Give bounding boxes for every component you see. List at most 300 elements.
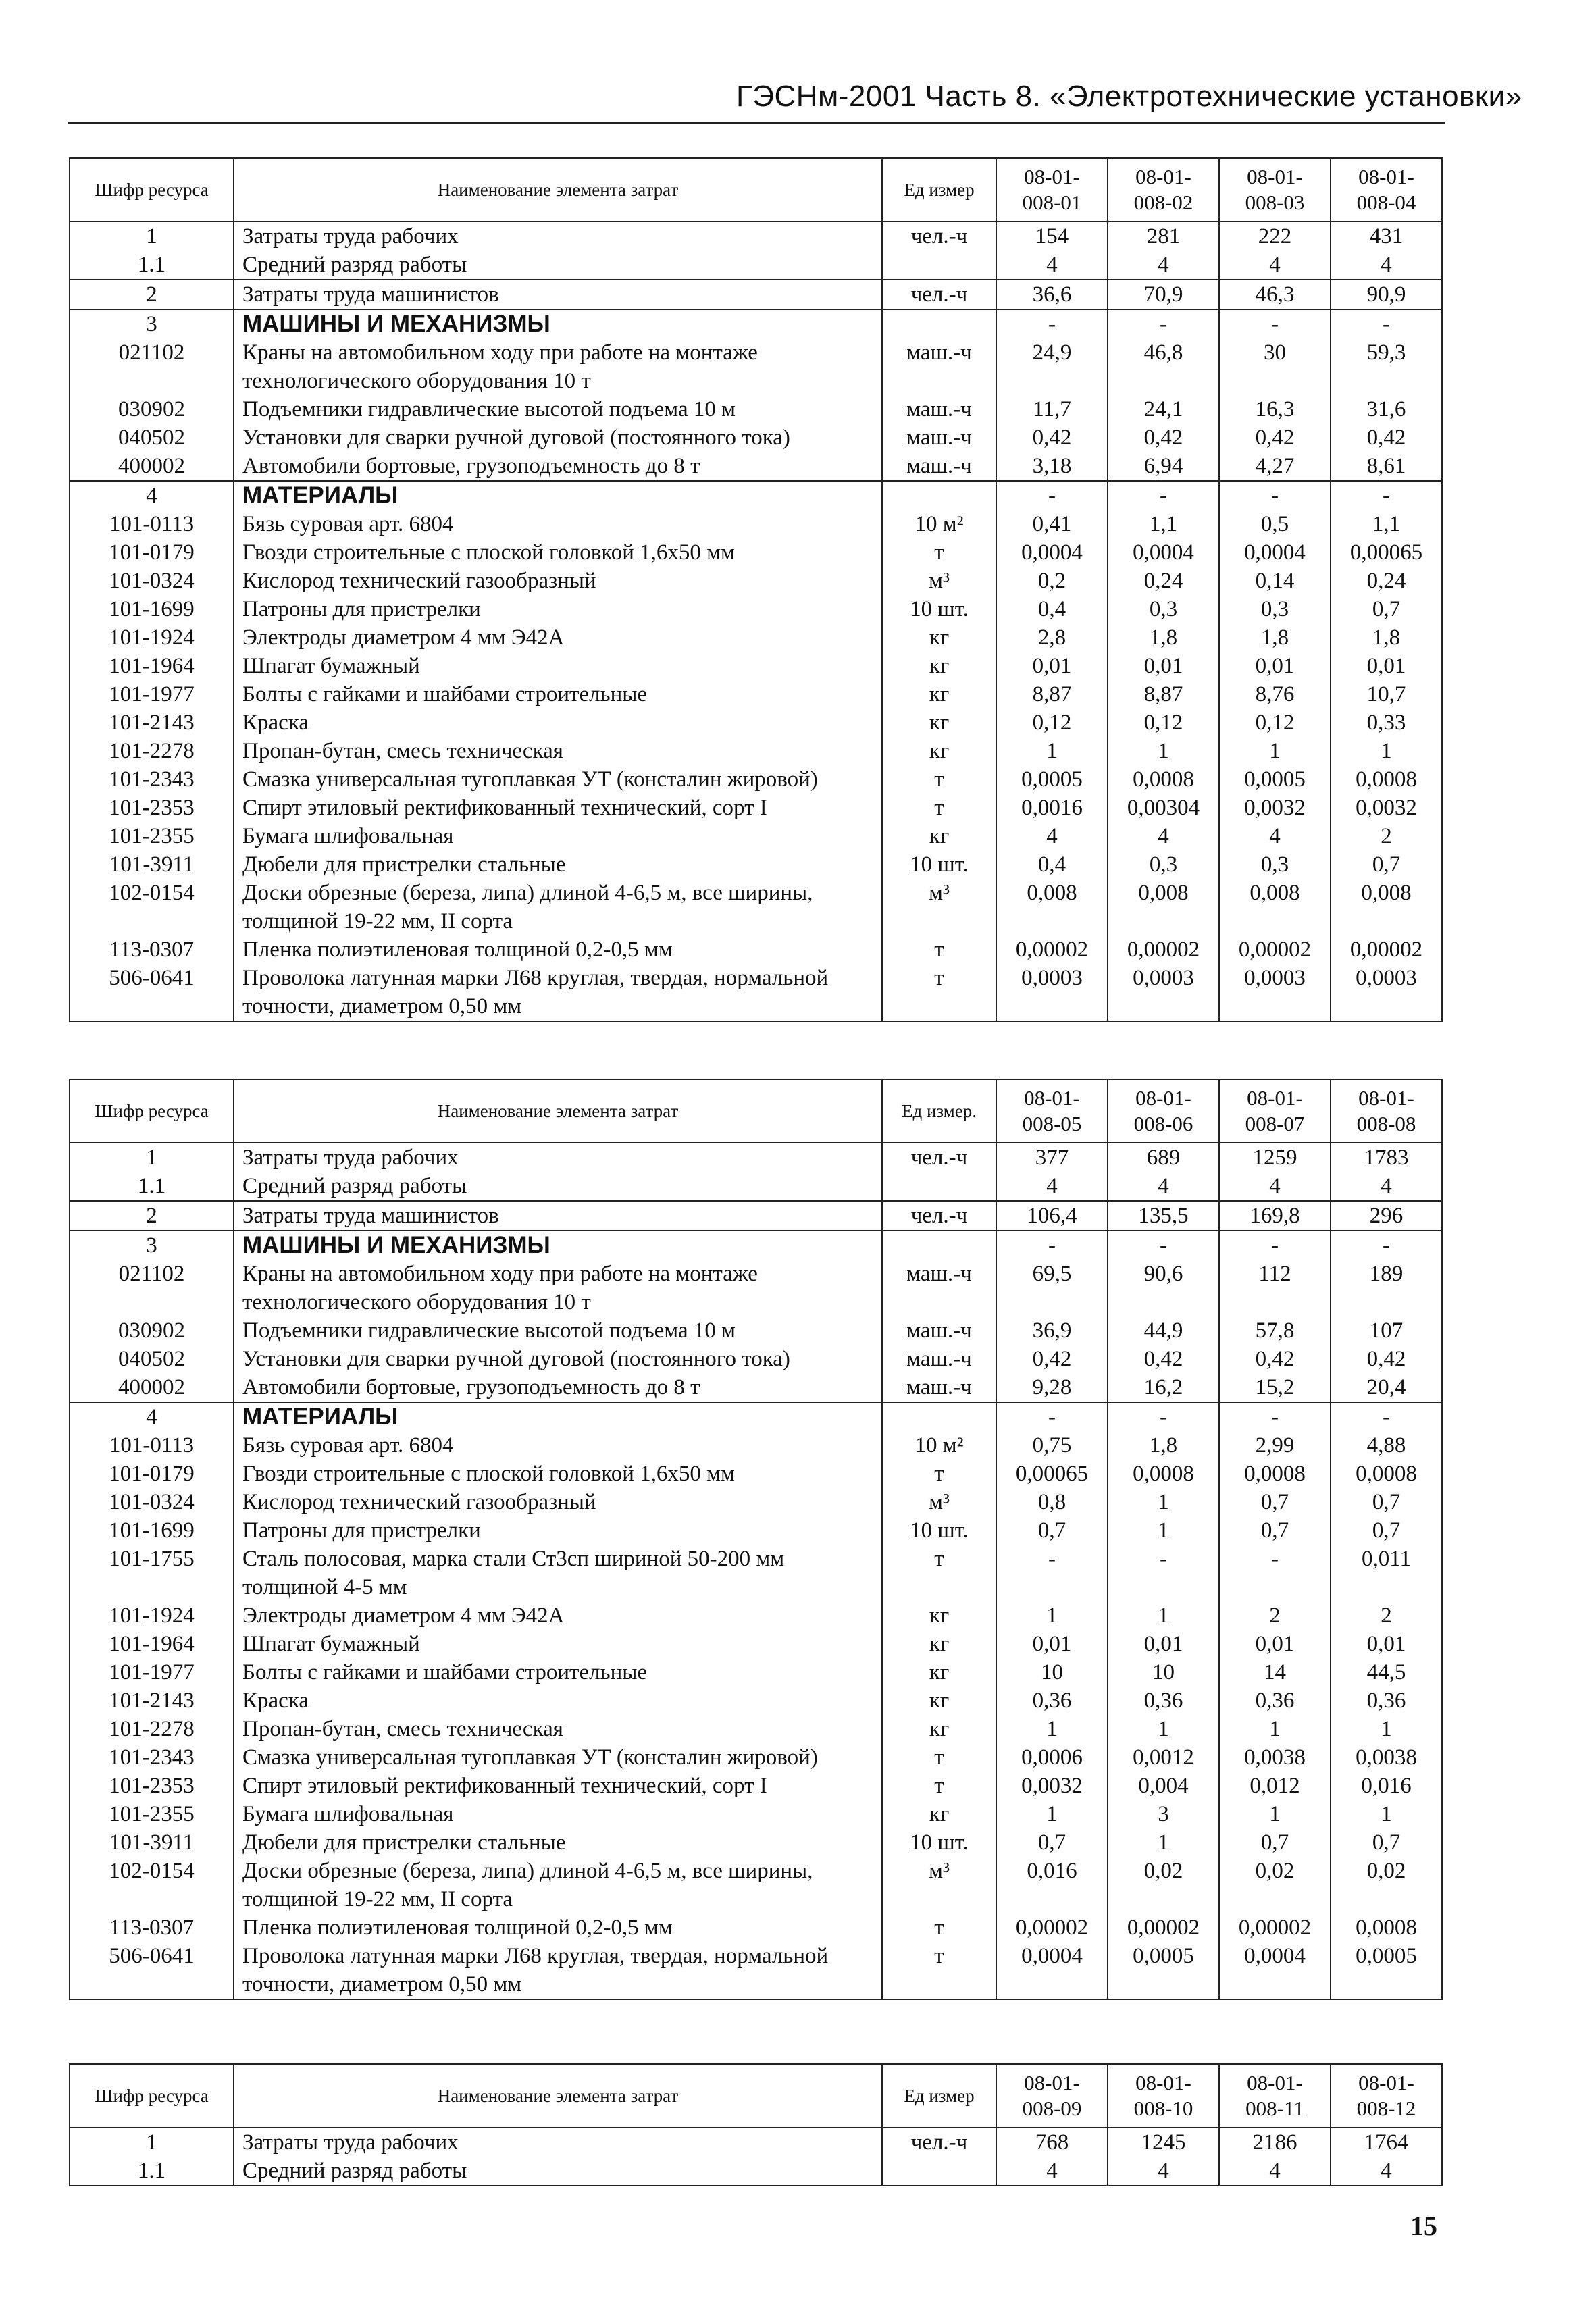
resource-code: 400002 [70, 452, 234, 481]
norm-value: 0,12 [996, 709, 1108, 737]
norm-value: 0,14 [1219, 567, 1331, 595]
norm-code-part: 08-01- [1024, 1086, 1080, 1110]
norm-value: - [1331, 309, 1442, 338]
resource-name: Средний разряд работы [234, 251, 882, 280]
norm-value: 0,12 [1108, 709, 1219, 737]
unit-of-measure: т [882, 1460, 996, 1488]
table-row [70, 879, 1442, 935]
table-row [70, 709, 1442, 737]
resource-name: Проволока латунная марки Л68 круглая, твердая, нормальной точности, диаметром 0,50 мм [234, 964, 882, 1021]
norm-code-part: 008-10 [1133, 2097, 1193, 2120]
table-row [70, 2157, 1442, 2186]
norm-value: 0,01 [1108, 652, 1219, 680]
resource-code: 101-1699 [70, 595, 234, 623]
table-row [70, 1488, 1442, 1516]
resource-name: Краска [234, 709, 882, 737]
unit-of-measure: кг [882, 822, 996, 850]
norm-value: 16,2 [1108, 1373, 1219, 1402]
table-row [70, 1913, 1442, 1942]
norm-value: 24,1 [1108, 395, 1219, 423]
unit-of-measure: 10 шт. [882, 1828, 996, 1857]
norm-value: 0,0006 [996, 1743, 1108, 1772]
resource-code: 101-2143 [70, 709, 234, 737]
norm-value: 0,02 [1331, 1857, 1442, 1913]
norm-value: 0,0005 [1331, 1942, 1442, 1999]
norm-value: 2,99 [1219, 1431, 1331, 1460]
norm-value: 107 [1331, 1316, 1442, 1345]
resource-code: 4 [70, 1402, 234, 1431]
resource-code: 2 [70, 1201, 234, 1231]
norm-value: 69,5 [996, 1260, 1108, 1316]
norm-value: 3 [1108, 1800, 1219, 1828]
resource-code: 113-0307 [70, 1913, 234, 1942]
unit-of-measure: т [882, 538, 996, 567]
norm-value: 0,42 [1331, 1345, 1442, 1373]
resource-name: Средний разряд работы [234, 2157, 882, 2186]
resource-code: 101-0324 [70, 567, 234, 595]
header-norm-code [1331, 2064, 1442, 2128]
resource-code: 101-1924 [70, 623, 234, 652]
norm-value: 11,7 [996, 395, 1108, 423]
norm-value: 1 [1331, 1715, 1442, 1743]
table-row [70, 423, 1442, 452]
norm-value: 0,24 [1108, 567, 1219, 595]
norm-value: 1 [1108, 1715, 1219, 1743]
resource-name: Бумага шлифовальная [234, 1800, 882, 1828]
norm-value: 1 [996, 1800, 1108, 1828]
resource-name: Пленка полиэтиленовая толщиной 0,2-0,5 мм [234, 935, 882, 964]
unit-of-measure [882, 1231, 996, 1260]
norm-value: 30 [1219, 338, 1331, 395]
norm-code-part: 008-09 [1022, 2097, 1082, 2120]
norm-value: 8,87 [996, 680, 1108, 709]
norm-value: 0,0004 [1219, 538, 1331, 567]
unit-of-measure [882, 2157, 996, 2186]
norm-code-part: 08-01- [1247, 165, 1303, 188]
norm-value: 0,0004 [996, 538, 1108, 567]
norm-value: 1,8 [1108, 1431, 1219, 1460]
header-norm-code [1331, 1079, 1442, 1143]
resource-name: Шпагат бумажный [234, 652, 882, 680]
header-norm-code [1108, 2064, 1219, 2128]
norm-value: 0,0005 [1219, 765, 1331, 794]
unit-of-measure: кг [882, 680, 996, 709]
unit-of-measure: кг [882, 623, 996, 652]
resource-code: 101-1699 [70, 1516, 234, 1545]
resource-name: Патроны для пристрелки [234, 595, 882, 623]
resource-name: Гвозди строительные с плоской головкой 1,6х50 мм [234, 1460, 882, 1488]
table-row [70, 510, 1442, 538]
resource-name: Затраты труда рабочих [234, 2128, 882, 2157]
norm-value: 9,28 [996, 1373, 1108, 1402]
unit-of-measure: кг [882, 737, 996, 765]
norm-value: 0,0032 [1219, 794, 1331, 822]
resource-name: Краны на автомобильном ходу при работе на монтаже технологического оборудования 10 т [234, 338, 882, 395]
norm-value: 4 [996, 251, 1108, 280]
unit-of-measure: чел.-ч [882, 1201, 996, 1231]
table-row [70, 935, 1442, 964]
unit-of-measure: 10 шт. [882, 1516, 996, 1545]
resource-name: Бязь суровая арт. 6804 [234, 1431, 882, 1460]
norm-value: 0,7 [1331, 1516, 1442, 1545]
norm-value: 2,8 [996, 623, 1108, 652]
norm-value: - [1219, 1545, 1331, 1601]
header-cost-element: Наименование элемента затрат [234, 2064, 882, 2128]
unit-of-measure: чел.-ч [882, 2128, 996, 2157]
table-row [70, 1857, 1442, 1913]
norm-value: 57,8 [1219, 1316, 1331, 1345]
norm-value: 4,27 [1219, 452, 1331, 481]
norm-value: 0,0008 [1331, 765, 1442, 794]
norm-value: 4 [996, 2157, 1108, 2186]
unit-of-measure: м³ [882, 1488, 996, 1516]
table-row [70, 481, 1442, 510]
resource-code: 101-3911 [70, 850, 234, 879]
resource-code: 2 [70, 280, 234, 309]
unit-of-measure: чел.-ч [882, 222, 996, 251]
table-row [70, 1460, 1442, 1488]
resource-name: Электроды диаметром 4 мм Э42А [234, 623, 882, 652]
unit-of-measure: маш.-ч [882, 1373, 996, 1402]
norm-value: 46,8 [1108, 338, 1219, 395]
norm-value: 0,4 [996, 595, 1108, 623]
norm-value: 0,00002 [996, 1913, 1108, 1942]
unit-of-measure: кг [882, 652, 996, 680]
resource-code: 1.1 [70, 1172, 234, 1201]
norm-value: 2 [1331, 1601, 1442, 1630]
table-row [70, 737, 1442, 765]
norm-value: 4 [1219, 2157, 1331, 2186]
norm-value: 0,0003 [1108, 964, 1219, 1021]
resource-code: 030902 [70, 1316, 234, 1345]
norm-value: 0,00002 [1331, 935, 1442, 964]
resource-code: 101-0179 [70, 1460, 234, 1488]
resource-name: Затраты труда рабочих [234, 222, 882, 251]
unit-of-measure: т [882, 1545, 996, 1601]
norm-value: 90,9 [1331, 280, 1442, 309]
norm-value: 0,008 [1331, 879, 1442, 935]
norm-value: 1 [1331, 737, 1442, 765]
norm-value: 0,00002 [996, 935, 1108, 964]
norm-value: 189 [1331, 1260, 1442, 1316]
norm-value: - [996, 309, 1108, 338]
table-row [70, 1231, 1442, 1260]
resource-name: Патроны для пристрелки [234, 1516, 882, 1545]
header-unit: Ед измер [882, 2064, 996, 2128]
norm-value: 0,33 [1331, 709, 1442, 737]
norm-value: 1,1 [1108, 510, 1219, 538]
table-row [70, 1345, 1442, 1373]
table-row [70, 652, 1442, 680]
norm-value: 0,3 [1108, 850, 1219, 879]
resource-name: Спирт этиловый ректификованный технический, сорт I [234, 794, 882, 822]
norm-value: 1 [1108, 1516, 1219, 1545]
norm-value: 1 [1108, 1828, 1219, 1857]
norm-value: 36,9 [996, 1316, 1108, 1345]
resource-name: Проволока латунная марки Л68 круглая, твердая, нормальной точности, диаметром 0,50 мм [234, 1942, 882, 1999]
norm-value: 154 [996, 222, 1108, 251]
document-header: ГЭСНм-2001 Часть 8. «Электротехнические установки» [736, 80, 1522, 113]
norm-value: 1 [996, 1601, 1108, 1630]
unit-of-measure [882, 1402, 996, 1431]
unit-of-measure: 10 м² [882, 1431, 996, 1460]
unit-of-measure: 10 шт. [882, 595, 996, 623]
norm-value: - [1331, 1231, 1442, 1260]
table-row [70, 1772, 1442, 1800]
norm-value: 24,9 [996, 338, 1108, 395]
header-resource-code: Шифр ресурса [70, 1079, 234, 1143]
table-header-row [70, 1079, 1442, 1143]
norm-value: 169,8 [1219, 1201, 1331, 1231]
table-row [70, 850, 1442, 879]
unit-of-measure: м³ [882, 567, 996, 595]
resource-code: 101-2353 [70, 794, 234, 822]
norm-value: 0,00304 [1108, 794, 1219, 822]
norm-code-part: 008-02 [1133, 190, 1193, 214]
resource-code: 101-2143 [70, 1687, 234, 1715]
resource-name: Смазка универсальная тугоплавкая УТ (консталин жировой) [234, 765, 882, 794]
header-unit: Ед измер. [882, 1079, 996, 1143]
norm-value: 0,00065 [996, 1460, 1108, 1488]
table-row [70, 680, 1442, 709]
unit-of-measure: маш.-ч [882, 395, 996, 423]
norm-value: 4 [1108, 1172, 1219, 1201]
resource-name: Автомобили бортовые, грузоподъемность до 8 т [234, 1373, 882, 1402]
header-norm-code [1219, 158, 1331, 222]
norm-code-part: 008-05 [1022, 1112, 1082, 1135]
table-row [70, 1601, 1442, 1630]
norm-value: 0,42 [1331, 423, 1442, 452]
norm-value: 46,3 [1219, 280, 1331, 309]
resource-code: 101-2353 [70, 1772, 234, 1800]
norm-code-part: 008-07 [1245, 1112, 1305, 1135]
norm-value: 70,9 [1108, 280, 1219, 309]
table-row [70, 1373, 1442, 1402]
norm-value: 0,008 [1219, 879, 1331, 935]
header-resource-code: Шифр ресурса [70, 2064, 234, 2128]
norm-code-part: 08-01- [1358, 165, 1414, 188]
norm-value: 0,01 [1331, 1630, 1442, 1658]
resource-name: Доски обрезные (береза, липа) длиной 4-6,5 м, все ширины, толщиной 19-22 мм, II сорта [234, 1857, 882, 1913]
norm-value: - [1331, 1402, 1442, 1431]
section-title: МАТЕРИАЛЫ [234, 481, 882, 510]
resource-code: 101-0324 [70, 1488, 234, 1516]
resource-name: Болты с гайками и шайбами строительные [234, 1658, 882, 1687]
norm-value: - [1331, 481, 1442, 510]
norm-code-part: 008-03 [1245, 190, 1305, 214]
table-row [70, 1143, 1442, 1172]
norm-value: 0,00065 [1331, 538, 1442, 567]
resource-code: 101-1924 [70, 1601, 234, 1630]
resource-code: 101-2355 [70, 822, 234, 850]
norm-value: 0,0032 [996, 1772, 1108, 1800]
norm-value: 0,42 [1108, 1345, 1219, 1373]
norm-code-part: 08-01- [1135, 165, 1191, 188]
norm-value: 4 [996, 822, 1108, 850]
page-number: 15 [1410, 2211, 1437, 2241]
norm-value: 0,36 [1331, 1687, 1442, 1715]
norm-value: 0,7 [996, 1516, 1108, 1545]
norm-value: 1783 [1331, 1143, 1442, 1172]
resource-code: 101-1977 [70, 1658, 234, 1687]
resource-code: 101-1977 [70, 680, 234, 709]
resource-code: 030902 [70, 395, 234, 423]
norm-value: 0,016 [1331, 1772, 1442, 1800]
norm-value: 0,02 [1219, 1857, 1331, 1913]
norm-value: 0,5 [1219, 510, 1331, 538]
resource-code: 1.1 [70, 251, 234, 280]
norm-value: - [1219, 481, 1331, 510]
norm-value: 0,0038 [1219, 1743, 1331, 1772]
norm-value: - [996, 481, 1108, 510]
norm-value: 0,008 [1108, 879, 1219, 935]
resource-code: 3 [70, 1231, 234, 1260]
norm-value: 0,2 [996, 567, 1108, 595]
norm-value: 0,7 [1219, 1488, 1331, 1516]
norm-value: 0,3 [1219, 850, 1331, 879]
unit-of-measure: т [882, 794, 996, 822]
resource-name: Бязь суровая арт. 6804 [234, 510, 882, 538]
resource-name: Дюбели для пристрелки стальные [234, 1828, 882, 1857]
norm-value: 0,3 [1219, 595, 1331, 623]
norm-value: 4,88 [1331, 1431, 1442, 1460]
norm-value: 4 [1219, 251, 1331, 280]
norm-value: 0,02 [1108, 1857, 1219, 1913]
table-row [70, 1743, 1442, 1772]
norm-code-part: 008-04 [1356, 190, 1416, 214]
resource-code: 101-0113 [70, 510, 234, 538]
unit-of-measure: кг [882, 709, 996, 737]
table-header-row [70, 158, 1442, 222]
resource-name: Смазка универсальная тугоплавкая УТ (консталин жировой) [234, 1743, 882, 1772]
resource-code: 1 [70, 2128, 234, 2157]
table-row [70, 452, 1442, 481]
resource-code: 101-1755 [70, 1545, 234, 1601]
norm-value: 106,4 [996, 1201, 1108, 1231]
resource-table-2 [69, 1079, 1443, 2000]
resource-code: 506-0641 [70, 964, 234, 1021]
norm-value: 0,0004 [996, 1942, 1108, 1999]
resource-name: Шпагат бумажный [234, 1630, 882, 1658]
unit-of-measure: кг [882, 1601, 996, 1630]
resource-code: 3 [70, 309, 234, 338]
resource-code: 101-3911 [70, 1828, 234, 1857]
norm-value: 0,12 [1219, 709, 1331, 737]
table-row [70, 1316, 1442, 1345]
resource-name: Гвозди строительные с плоской головкой 1,6х50 мм [234, 538, 882, 567]
norm-value: 222 [1219, 222, 1331, 251]
table-row [70, 794, 1442, 822]
unit-of-measure: маш.-ч [882, 338, 996, 395]
norm-value: 4 [1108, 822, 1219, 850]
unit-of-measure [882, 309, 996, 338]
norm-code-part: 008-06 [1133, 1112, 1193, 1135]
unit-of-measure: м³ [882, 879, 996, 935]
resource-name: Сталь полосовая, марка стали Ст3сп шириной 50-200 мм толщиной 4-5 мм [234, 1545, 882, 1601]
norm-value: 0,0003 [1219, 964, 1331, 1021]
resource-name: Затраты труда машинистов [234, 280, 882, 309]
norm-value: 0,012 [1219, 1772, 1331, 1800]
table-row [70, 1260, 1442, 1316]
norm-value: 1,8 [1331, 623, 1442, 652]
table-row [70, 567, 1442, 595]
norm-value: 0,0012 [1108, 1743, 1219, 1772]
table-row [70, 822, 1442, 850]
norm-value: 0,7 [1331, 850, 1442, 879]
table-row [70, 1545, 1442, 1601]
table-row [70, 1172, 1442, 1201]
table-row [70, 538, 1442, 567]
norm-value: 8,76 [1219, 680, 1331, 709]
norm-value: 4 [1331, 251, 1442, 280]
table-row [70, 2128, 1442, 2157]
unit-of-measure: маш.-ч [882, 423, 996, 452]
norm-value: 10 [996, 1658, 1108, 1687]
resource-name: Автомобили бортовые, грузоподъемность до 8 т [234, 452, 882, 481]
norm-value: 1 [996, 737, 1108, 765]
norm-value: 4 [996, 1172, 1108, 1201]
header-norm-code [996, 158, 1108, 222]
norm-value: 15,2 [1219, 1373, 1331, 1402]
resource-name: Болты с гайками и шайбами строительные [234, 680, 882, 709]
norm-value: 0,0008 [1219, 1460, 1331, 1488]
norm-value: - [1108, 1231, 1219, 1260]
norm-value: 0,75 [996, 1431, 1108, 1460]
norm-value: 0,0004 [1219, 1942, 1331, 1999]
header-rule [68, 122, 1445, 124]
norm-value: - [1219, 309, 1331, 338]
unit-of-measure: кг [882, 1715, 996, 1743]
norm-value: 0,7 [1331, 1828, 1442, 1857]
table-row [70, 1402, 1442, 1431]
norm-value: 4 [1219, 822, 1331, 850]
norm-value: 1,8 [1219, 623, 1331, 652]
norm-value: 0,42 [996, 1345, 1108, 1373]
norm-value: 0,0003 [1331, 964, 1442, 1021]
norm-value: 0,01 [1219, 652, 1331, 680]
norm-value: - [996, 1402, 1108, 1431]
table-row [70, 964, 1442, 1021]
norm-value: 0,24 [1331, 567, 1442, 595]
resource-code: 506-0641 [70, 1942, 234, 1999]
resource-code: 101-2343 [70, 1743, 234, 1772]
norm-value: 0,41 [996, 510, 1108, 538]
norm-value: 1764 [1331, 2128, 1442, 2157]
table-row [70, 1630, 1442, 1658]
resource-name: Затраты труда машинистов [234, 1201, 882, 1231]
resource-code: 101-1964 [70, 1630, 234, 1658]
norm-value: 0,00002 [1219, 935, 1331, 964]
resource-code: 101-0179 [70, 538, 234, 567]
norm-value: 8,87 [1108, 680, 1219, 709]
norm-value: 0,3 [1108, 595, 1219, 623]
unit-of-measure: кг [882, 1687, 996, 1715]
section-title: МАТЕРИАЛЫ [234, 1402, 882, 1431]
resource-code: 400002 [70, 1373, 234, 1402]
norm-value: 4 [1331, 2157, 1442, 2186]
norm-value: 1259 [1219, 1143, 1331, 1172]
unit-of-measure: 10 м² [882, 510, 996, 538]
norm-value: 0,0004 [1108, 538, 1219, 567]
table-row [70, 1687, 1442, 1715]
norm-code-part: 008-01 [1022, 190, 1082, 214]
resource-name: Затраты труда рабочих [234, 1143, 882, 1172]
table-row [70, 251, 1442, 280]
table-row [70, 1516, 1442, 1545]
norm-value: 0,011 [1331, 1545, 1442, 1601]
norm-value: 0,8 [996, 1488, 1108, 1516]
norm-value: 8,61 [1331, 452, 1442, 481]
